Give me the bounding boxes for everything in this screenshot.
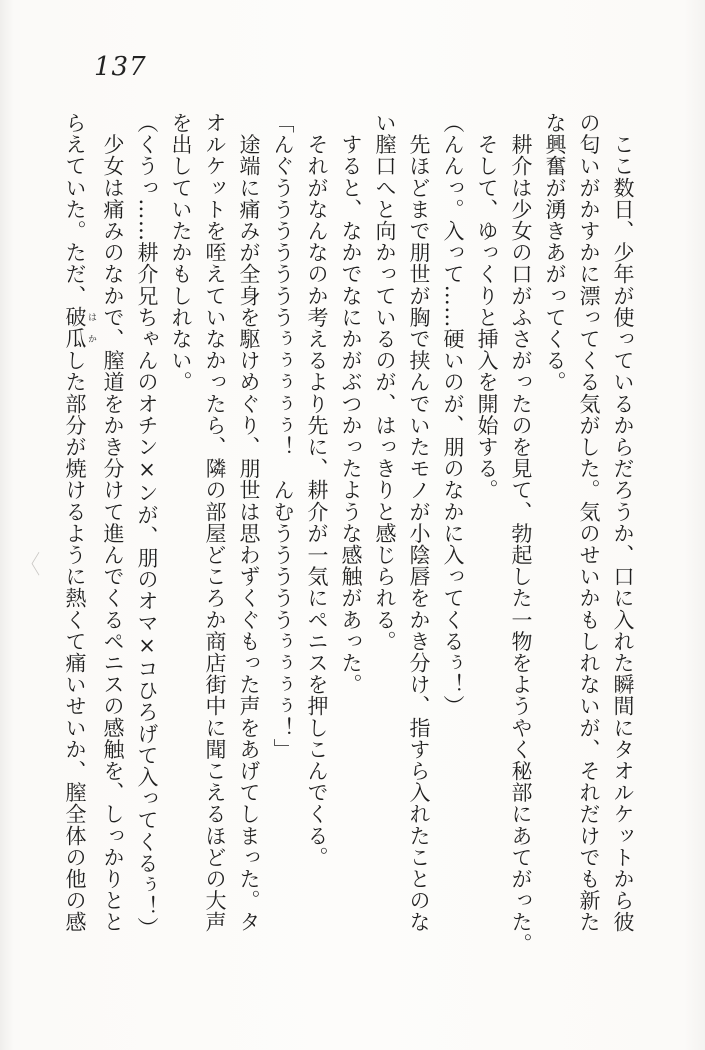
text-block (58, 112, 640, 1002)
text-line: の匂いがかすかに漂ってくる気がした。気のせいかもしれないが、それだけでも新た (577, 112, 601, 933)
text-line: それがなんなのか考えるより先に、耕介が一気にペニスを押しこんでくる。 (305, 112, 329, 868)
text-line: い膣口へと向かっているのが、はっきりと感じられる。 (373, 112, 397, 652)
text-line: らえていた。ただ、破瓜 はかした部分が焼けるように熱くて痛いせいか、膣全体の他の感 (63, 112, 96, 933)
scan-artifact: 〈 (22, 550, 40, 580)
text-line: 「んぐうううううううぅぅぅぅぅ！ んむうううううぅぅぅぅ！」 (271, 112, 295, 760)
text-line: な興奮が湧きあがってくる。 (543, 112, 567, 393)
text-line: 途端に痛みが全身を駆けめぐり、朋世は思わずくぐもった声をあげてしまった。タ (237, 112, 261, 933)
text-line: ここ数日、少年が使っているからだろうか、口に入れた瞬間にタオルケットから彼 (611, 112, 635, 933)
text-line: そして、ゆっくりと挿入を開始する。 (475, 112, 499, 501)
text-line: すると、なかでなにかがぶつかったような感触があった。 (339, 112, 363, 696)
page-number: 137 (94, 52, 147, 82)
ruby-annotated-word: 破瓜 はか (63, 306, 96, 350)
text-line: （んんっ。入って……硬いのが、朋のなかに入ってくるぅ！） (441, 112, 465, 717)
text-line: オルケットを咥えていなかったら、隣の部屋どころか商店街中に聞こえるほどの大声 (203, 112, 227, 933)
text-line: 耕介は少女の口がふさがったのを見て、勃起した一物をようやく秘部にあてがった。 (509, 112, 533, 955)
text-line: を出していたかもしれない。 (169, 112, 193, 393)
text-line: 先ほどまで朋世が胸で挟んでいたモノが小陰唇をかき分け、指すら入れたことのな (407, 112, 431, 933)
text-line: （くうっ……耕介兄ちゃんのオチン×ンが、朋のオマ×コひろげて入ってくるぅ！） (135, 112, 159, 939)
text-line: 少女は痛みのなかで、膣道をかき分けて進んでくるペニスの感触を、しっかりとと (101, 112, 125, 933)
